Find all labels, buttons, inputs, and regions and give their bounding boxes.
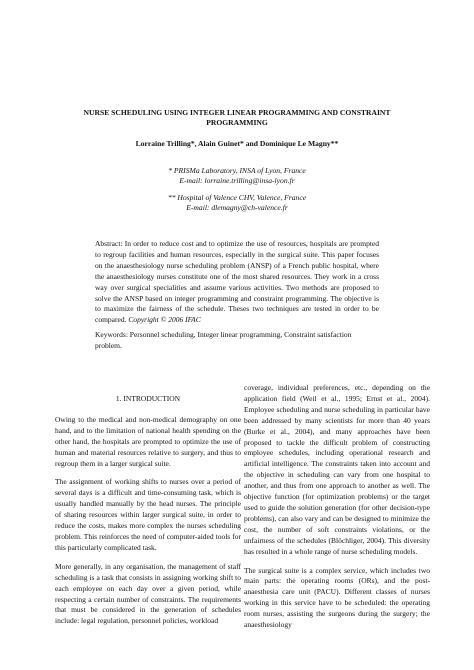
paragraph: The surgical suite is a complex service, which includes two main parts: the operating rooms (ORs), and the post-anaesthesia care unit (PACU). Different classes of nurses working in this service have to be scheduled: the operating room nurses, assisting the surgeons during the surgery; the anaesthesiology xyxy=(244,565,430,630)
paper-title: NURSE SCHEDULING USING INTEGER LINEAR PROGRAMMING AND CONSTRAINT PROGRAMMING xyxy=(83,108,391,127)
affiliation-2-org: ** Hospital of Valence CHV, Valence, France xyxy=(167,193,307,202)
paragraph: Owing to the medical and non-medical demography on one hand, and to the limitation of national health spending on the other hand, the hospitals are prompted to optimize the use of human and material resources relative to surgery, and thus to regroup them in a larger surgical suite. xyxy=(55,414,241,468)
left-column xyxy=(55,394,241,635)
affiliation-1 xyxy=(60,166,414,186)
right-column xyxy=(244,383,430,639)
affiliation-2 xyxy=(60,193,414,213)
abstract xyxy=(95,239,379,326)
paragraph: The assignment of working shifts to nurses over a period of several days is a difficult and time-consuming task, which is usually handled manually by the head nurses. The principle of sharing resources within larger surgical suite, in order to reduce the costs, makes more complex the nurses scheduling problem. This reinforces the need of computer-aided tools for this particularly complicated task. xyxy=(55,477,241,552)
section-heading-introduction: 1. INTRODUCTION xyxy=(115,394,181,403)
affiliation-1-org: * PRISMa Laboratory, INSA of Lyon, France xyxy=(168,166,306,175)
paragraph: coverage, individual preferences, etc., depending on the application field (Weil et al., 1995; Ernst et al., 2004). Employee scheduling and nurse scheduling in particular have been addressed by many scientists for more than 40 years (Burke et al., 2004), and many approaches have been proposed to tackle the difficult problem of constructing employee schedules, including operational research and artificial intelligence. The constraints taken into account and the objective in scheduling can vary from one hospital to another, and thus from one approach to another as well. The objective function (for optimization problems) or the target used to guide the solution generation (for other decision-type problems), can also vary and can be designed to minimize the cost, the number of soft constraints violations, or the unfairness of the schedules (Blöchliger, 2004). This diversity has resulted in a whole range of nurse scheduling models. xyxy=(244,383,430,556)
abstract-text: Abstract: In order to reduce cost and to optimize the use of resources, hospitals are prompted to regroup facilities and human resources, especially in the surgical suite. This paper focuses on the anaesthesiology nurse scheduling problem (ANSP) of a French public hospital, where the anaesthesiology nurses constitute one of the most shared resources. They work in a cross way over surgical specialities and assume various activities. Two methods are proposed to solve the ANSP based on integer programming and constraint programming. The objective is to maximize the fairness of the schedule. Theses two techniques are tested in order to be compared. xyxy=(95,239,379,325)
paragraph: More generally, in any organisation, the management of staff scheduling is a task that consists in assigning working shift to each employee on each day over a given period, while respecting a certain number of constraints. The requirements that must be considered in the generation of schedules include: legal regulation, personnel policies, workload xyxy=(55,561,241,626)
affiliation-1-email: E-mail: lorraine.trilling@insa-lyon.fr xyxy=(179,176,295,185)
affiliation-2-email: E-mail: dlemagny@ch-valence.fr xyxy=(186,203,288,212)
copyright-notice: Copyright © 2006 IFAC xyxy=(128,315,201,325)
paper-authors: Lorraine Trilling*, Alain Guinet* and Dominique Le Magny** xyxy=(135,139,339,148)
keywords: Keywords: Personnel scheduling, Integer linear programming, Constraint satisfaction problem. xyxy=(95,330,352,350)
